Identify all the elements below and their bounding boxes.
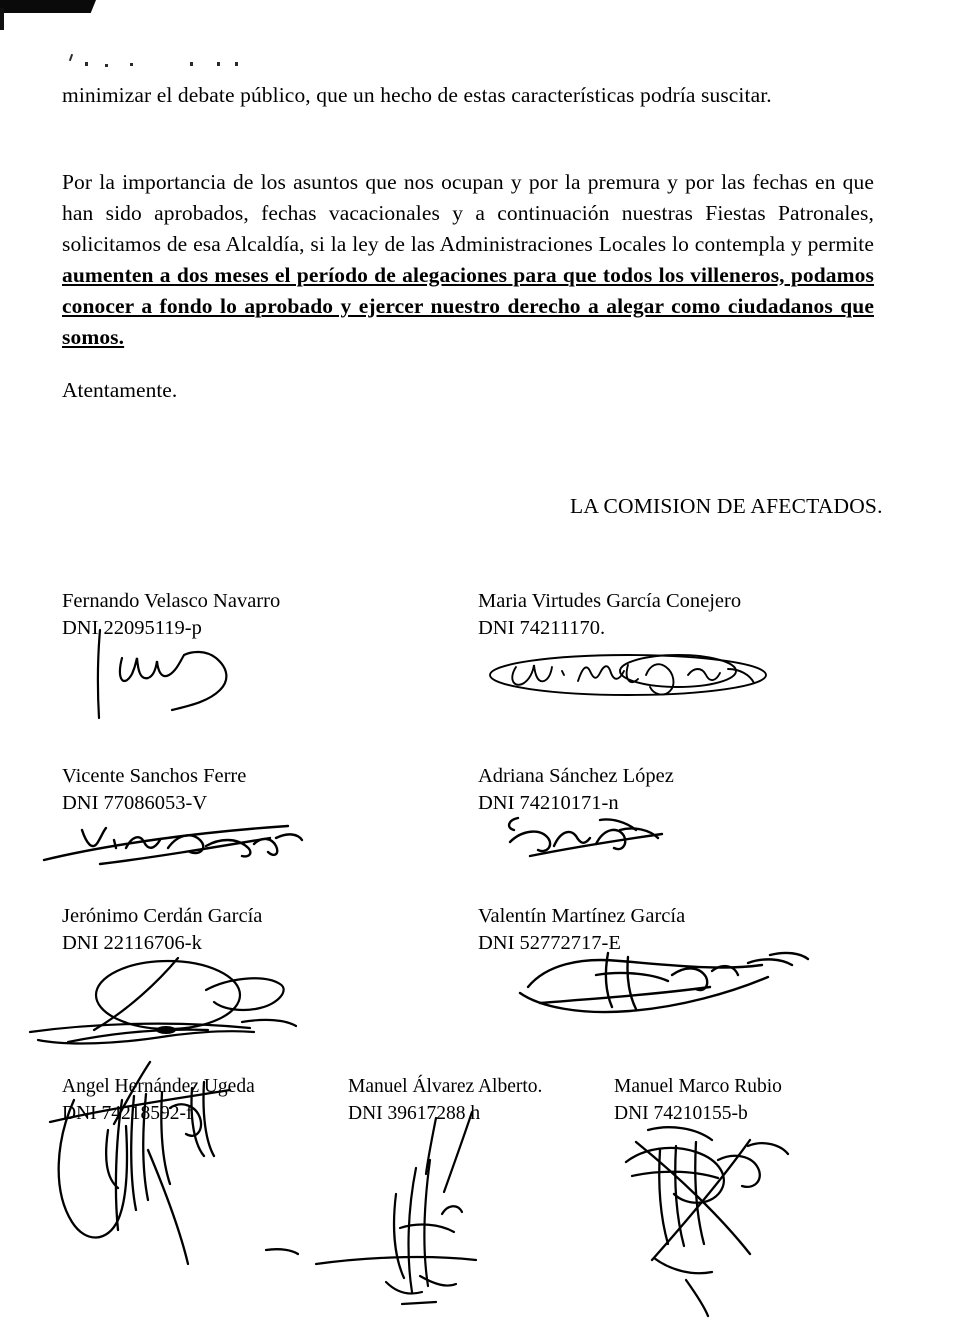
- handwritten-signature: [88, 628, 318, 723]
- signatory-name: Maria Virtudes García Conejero: [478, 590, 742, 612]
- signatory-entry: [478, 903, 685, 957]
- signatory-name: Vicente Sanchos Ferre: [62, 765, 247, 787]
- closing-salutation: Atentamente.: [62, 378, 178, 402]
- paragraph-request-lead: Por la importancia de los asuntos que nos ocupan y por la premura y por las fechas en que han sido aprobados, fechas vacacionales y a continuación nuestras Fiestas Patronales, solicitamos de esa Alcaldía, si la ley de las Administraciones Locales lo contempla y permite: [62, 169, 874, 256]
- scan-speck: [217, 62, 220, 66]
- scan-mark-apostrophe: [69, 54, 73, 61]
- signatory-entry: [614, 1073, 782, 1127]
- signatory-dni: DNI 22095119-p: [62, 617, 202, 639]
- signatory-name: Manuel Álvarez Alberto.: [348, 1076, 543, 1097]
- handwritten-signature: [478, 645, 778, 703]
- paragraph-request: [62, 167, 874, 353]
- signatory-dni: DNI 74210155-b: [614, 1103, 748, 1124]
- signatory-entry: [348, 1073, 542, 1127]
- signatory-name: Manuel Marco Rubio: [614, 1076, 782, 1097]
- scan-speck: [190, 62, 193, 66]
- scan-speck: [235, 62, 238, 66]
- handwritten-signature: [40, 818, 320, 870]
- signatory-dni: DNI 74218592-f: [62, 1103, 193, 1124]
- signatory-name: Adriana Sánchez López: [478, 765, 674, 787]
- scan-speck: [130, 63, 133, 66]
- scan-speck: [85, 62, 88, 66]
- signatory-dni: DNI 74210171-n: [478, 792, 619, 814]
- signatory-dni: DNI 52772717-E: [478, 932, 621, 954]
- handwritten-signature: [600, 1120, 860, 1320]
- signatory-dni: DNI 74211170.: [478, 617, 606, 639]
- signatory-name: Jerónimo Cerdán García: [62, 905, 263, 927]
- signatory-dni: DNI 77086053-V: [62, 792, 208, 814]
- signatory-entry: [62, 1073, 255, 1127]
- signatory-entry: [62, 588, 280, 642]
- signatory-group-title: LA COMISION DE AFECTADOS.: [570, 494, 883, 518]
- handwritten-signature: [28, 950, 338, 1045]
- handwritten-signature: [500, 945, 820, 1025]
- scan-edge-artifact-left: [0, 8, 4, 30]
- signatory-entry: [62, 903, 262, 957]
- signatory-entry: [478, 588, 741, 642]
- signatory-name: Fernando Velasco Navarro: [62, 590, 281, 612]
- signatory-name: Angel Hernández Ugeda: [62, 1076, 255, 1097]
- signatory-entry: [62, 763, 246, 817]
- signatory-dni: DNI 22116706-k: [62, 932, 202, 954]
- scan-edge-artifact: [0, 0, 96, 13]
- paragraph-request-emphasis: aumenten a dos meses el período de alegaciones para que todos los villeneros, podamos conocer a fondo lo aprobado y ejercer nuestro derecho a alegar como ciudadanos que somos.: [62, 262, 874, 349]
- scan-speck: [105, 64, 108, 67]
- signatory-dni: DNI 39617288 h: [348, 1103, 481, 1124]
- handwritten-signature: [500, 812, 690, 868]
- handwritten-signature: [300, 1108, 560, 1318]
- paragraph-opening: minimizar el debate público, que un hecho de estas características podría suscitar.: [62, 82, 772, 107]
- signatory-name: Valentín Martínez García: [478, 905, 686, 927]
- signatory-entry: [478, 763, 674, 817]
